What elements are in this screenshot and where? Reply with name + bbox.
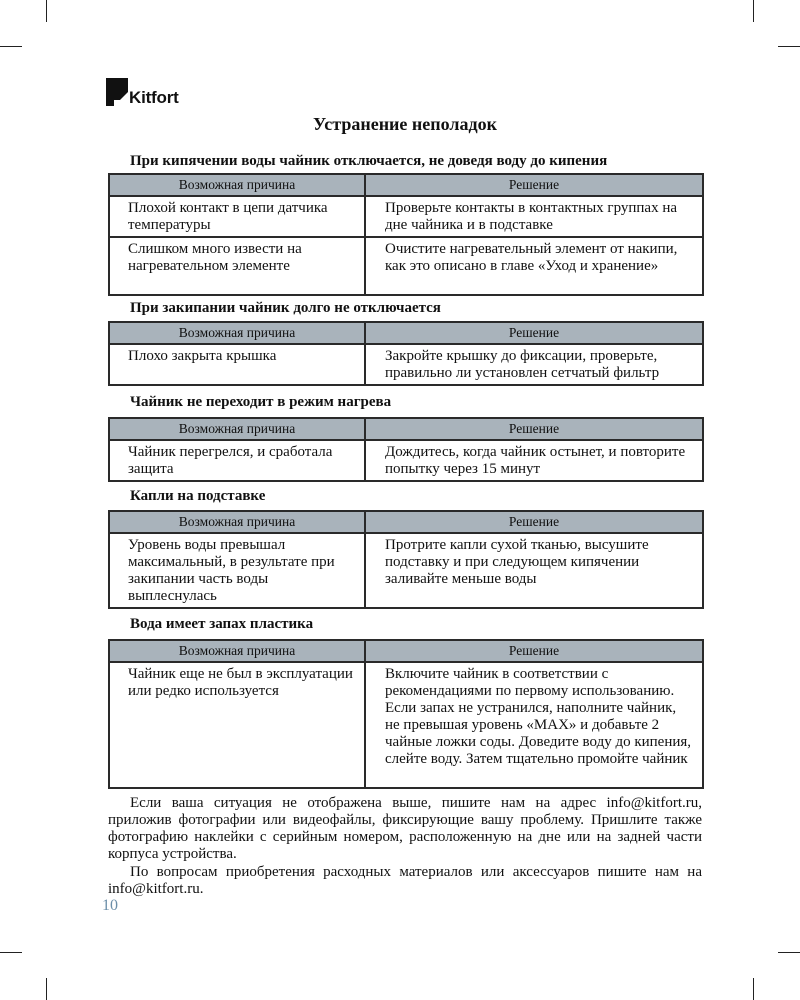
table-row (109, 237, 703, 295)
header-cause: Возможная причина (109, 322, 365, 344)
crop-mark (46, 978, 47, 1000)
table-header-row (109, 322, 703, 344)
header-cause: Возможная причина (109, 174, 365, 196)
crop-mark (753, 978, 754, 1000)
table-header-row (109, 174, 703, 196)
page-title: Устранение неполадок (313, 114, 497, 134)
crop-mark (46, 0, 47, 22)
solution-cell: Проверьте контакты в контактных группах на дне чайника и в подставке (365, 196, 703, 237)
table-row (109, 440, 703, 481)
table-row (109, 344, 703, 385)
header-solution: Решение (365, 418, 703, 440)
section-title: При закипании чайник долго не отключается (130, 300, 441, 316)
header-solution: Решение (365, 174, 703, 196)
solution-cell: Дождитесь, когда чайник остынет, и повторите попытку через 15 минут (365, 440, 703, 481)
solution-cell: Протрите капли сухой тканью, высушите подставку и при следующем кипячении заливайте меньше воды (365, 533, 703, 608)
solution-cell: Очистите нагревательный элемент от накипи, как это описано в главе «Уход и хранение» (365, 237, 703, 295)
header-cause: Возможная причина (109, 640, 365, 662)
purchase-paragraph: По вопросам приобретения расходных материалов или аксессуаров пишите нам на info@kitfort.ru. (108, 864, 702, 897)
crop-mark (0, 46, 22, 47)
cause-cell: Чайник еще не был в эксплуатации или редко используется (109, 662, 365, 788)
table-row (109, 662, 703, 788)
section-title: При кипячении воды чайник отключается, не доведя воду до кипения (130, 153, 608, 169)
troubleshooting-table (108, 417, 704, 482)
section-title: Капли на подставке (130, 488, 266, 504)
crop-mark (778, 46, 800, 47)
header-cause: Возможная причина (109, 511, 365, 533)
kitfort-logo-icon (106, 78, 128, 106)
cause-cell: Слишком много извести на нагревательном элементе (109, 237, 365, 295)
solution-cell: Включите чайник в соответствии с рекомендациями по первому использованию. Если запах не устранился, наполните чайник, не превышая уровень «MAX» и добавьте 2 чайные ложки соды. Доведите воду до кипения, слейте воду. Затем тщательно промойте чайник (365, 662, 703, 788)
header-solution: Решение (365, 322, 703, 344)
table-header-row (109, 640, 703, 662)
cause-cell: Плохо закрыта крышка (109, 344, 365, 385)
cause-cell: Чайник перегрелся, и сработала защита (109, 440, 365, 481)
page-number: 10 (102, 897, 118, 914)
header-solution: Решение (365, 640, 703, 662)
section-title: Чайник не переходит в режим нагрева (130, 394, 392, 410)
table-header-row (109, 418, 703, 440)
table-header-row (109, 511, 703, 533)
troubleshooting-table (108, 510, 704, 609)
brand-name: Kitfort (129, 88, 179, 107)
cause-cell: Плохой контакт в цепи датчика температуры (109, 196, 365, 237)
solution-cell: Закройте крышку до фиксации, проверьте, правильно ли установлен сетчатый фильтр (365, 344, 703, 385)
cause-cell: Уровень воды превышал максимальный, в результате при закипании часть воды выплеснулась (109, 533, 365, 608)
header-solution: Решение (365, 511, 703, 533)
brand-logo (106, 78, 179, 106)
troubleshooting-table (108, 173, 704, 296)
header-cause: Возможная причина (109, 418, 365, 440)
table-row (109, 533, 703, 608)
crop-mark (0, 952, 22, 953)
section-title: Вода имеет запах пластика (130, 616, 314, 632)
troubleshooting-table (108, 321, 704, 386)
contact-paragraph: Если ваша ситуация не отображена выше, пишите нам на адрес info@kitfort.ru, приложив фотографии или видеофайлы, фиксирующие вашу проблему. Пришлите также фотографию наклейки с серийным номером, расположенную на дне или на задней части корпуса устройства. (108, 795, 702, 862)
crop-mark (753, 0, 754, 22)
troubleshooting-table (108, 639, 704, 789)
crop-mark (778, 952, 800, 953)
table-row (109, 196, 703, 237)
